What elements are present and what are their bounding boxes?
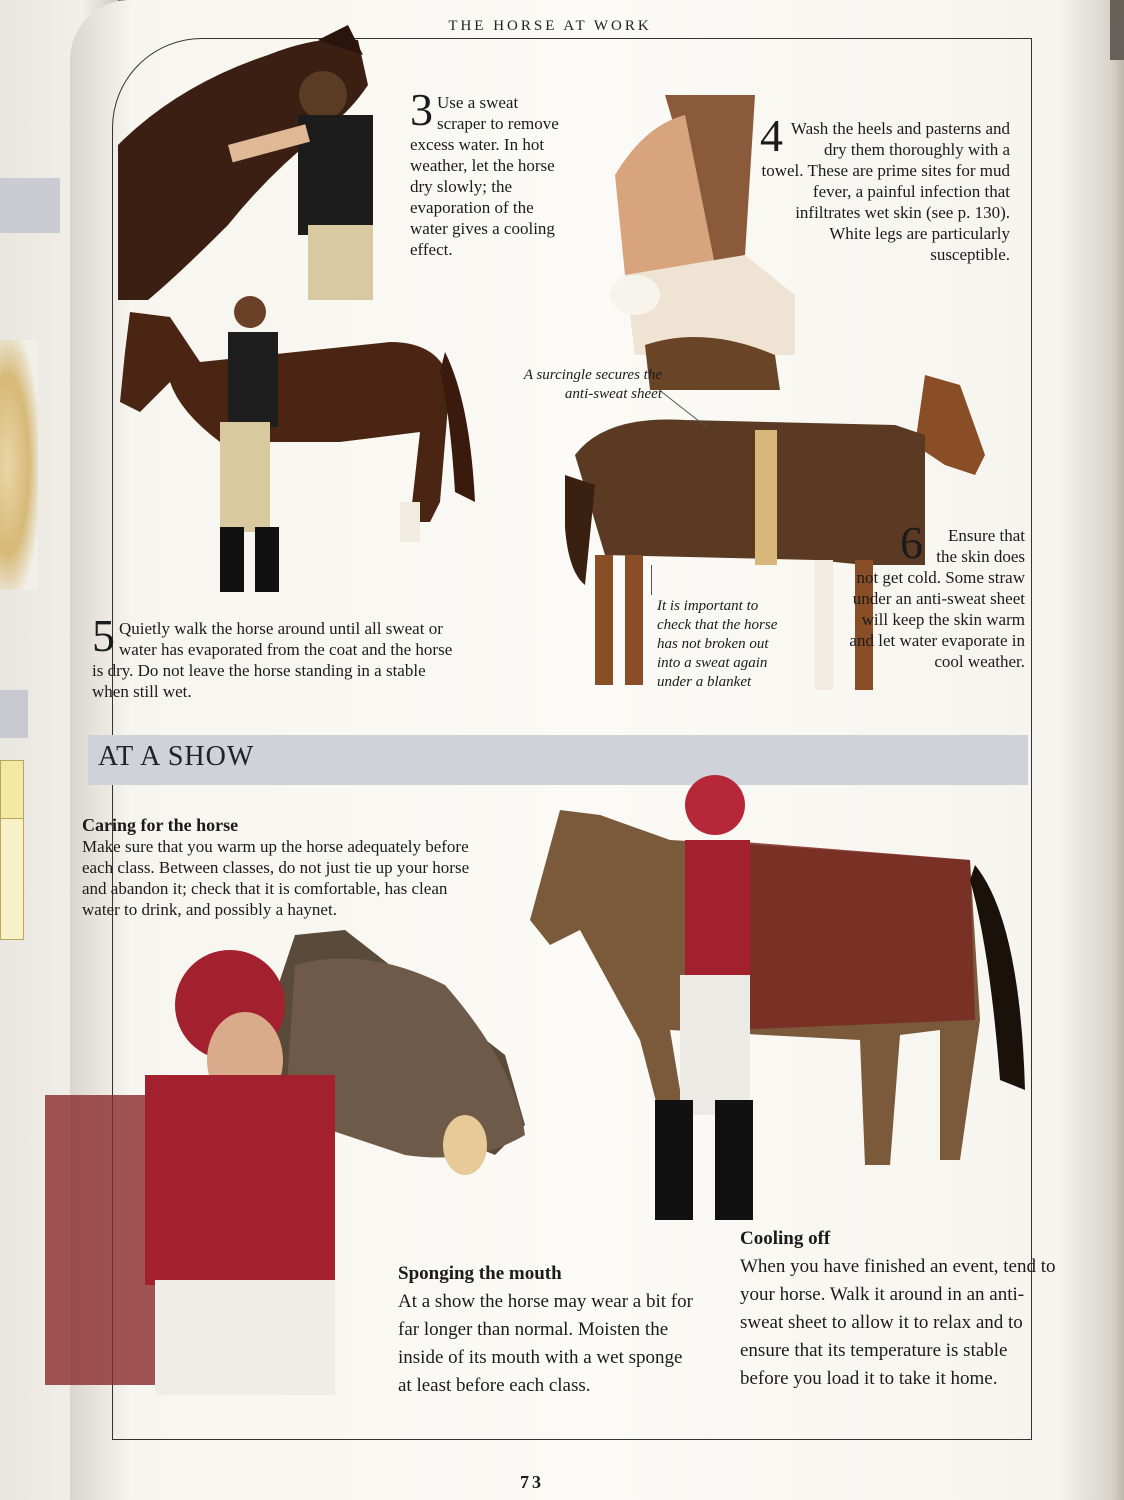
step-6-number: 6	[900, 517, 923, 568]
check-pointer-line	[651, 565, 652, 595]
facing-page-grey-bar	[0, 178, 60, 233]
photo-sweat-scraper	[118, 25, 388, 300]
step-3-text	[410, 84, 565, 260]
step-4-body: Wash the heels and pasterns and dry them thoroughly with a towel. These are prime sites for mud fever, a painful infection that infiltrates wet skin (see p. 130). White legs are particularly susceptible.	[761, 119, 1010, 264]
facing-page-horse-photo	[0, 340, 38, 590]
photo-walking-horse	[110, 292, 480, 602]
step-4-text	[760, 110, 1010, 265]
running-head: THE HORSE AT WORK	[448, 18, 652, 34]
caring-text: Make sure that you warm up the horse adequately before each class. Between classes, do not just tie up your horse and abandon it; check that it is comfortable, has clean water to drink, and possibly a haynet.	[82, 837, 470, 919]
facing-page-yellow-box	[0, 760, 24, 820]
caring-heading: Caring for the horse	[82, 815, 239, 835]
sponging-heading: Sponging the mouth	[398, 1263, 562, 1284]
caring-block	[82, 815, 482, 920]
step-5-text	[92, 610, 462, 702]
step-4-number: 4	[760, 110, 783, 161]
cooling-block	[740, 1225, 1060, 1393]
step-6-body: Ensure that the skin does not get cold. Some straw under an anti-sweat sheet will keep the skin warm and let water evaporate in cool weather.	[849, 526, 1025, 671]
step-6-text	[840, 517, 1025, 672]
sponging-text: At a show the horse may wear a bit for far longer than normal. Moisten the inside of its mouth with a wet sponge at least before each class.	[398, 1291, 693, 1396]
section-title: AT A SHOW	[98, 741, 255, 772]
step-3-number: 3	[410, 84, 433, 135]
facing-page-grey-bar-2	[0, 690, 28, 738]
caption-check-sweat: It is important to check that the horse has not broken out into a sweat again under a blanket	[657, 598, 778, 690]
photo-show-walk	[520, 770, 1040, 1225]
caption-surcingle: A surcingle secures the anti-sweat sheet	[523, 367, 662, 402]
sponging-block	[398, 1260, 698, 1400]
step-5-body: Quietly walk the horse around until all sweat or water has evaporated from the coat and the horse is dry. Do not leave the horse standing in a stable when still wet.	[92, 619, 453, 701]
step-5-number: 5	[92, 610, 115, 661]
cooling-text: When you have finished an event, tend to your horse. Walk it around in an anti-sweat sheet to allow it to relax and to ensure that its temperature is stable before you load it to take it home.	[740, 1256, 1056, 1389]
step-3-body: Use a sweat scraper to remove excess water. In hot weather, let the horse dry slowly; the evaporation of the water gives a cooling effect.	[410, 93, 559, 259]
facing-page-yellow-box-2	[0, 818, 24, 940]
page-number: 73	[520, 1472, 544, 1492]
cooling-heading: Cooling off	[740, 1228, 831, 1249]
